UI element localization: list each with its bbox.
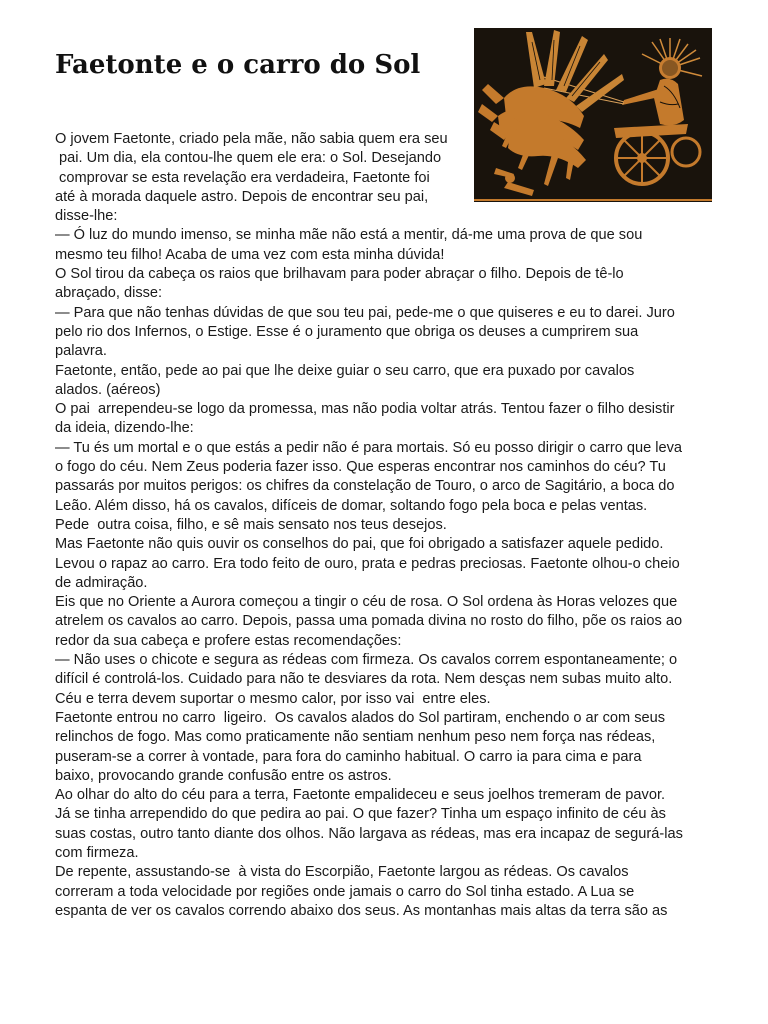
text-line: — Para que não tenhas dúvidas de que sou teu pai, pede-me o que quiseres e eu to darei. Juro (55, 304, 675, 321)
text-line: espanta de ver os cavalos correndo abaixo dos seus. As montanhas mais altas da terra são as (55, 902, 668, 919)
document-body (55, 130, 735, 921)
text-line: Céu e terra devem suportar o mesmo calor, por isso vai entre eles. (55, 690, 491, 707)
document-title: Faetonte e o carro do Sol (55, 50, 421, 80)
text-line: alados. (aéreos) (55, 381, 161, 398)
text-line: abraçado, disse: (55, 285, 163, 302)
text-line: da ideia, dizendo-lhe: (55, 420, 194, 437)
text-line: Mas Faetonte não quis ouvir os conselhos do pai, que foi obrigado a satisfazer aquele pedido. (55, 536, 664, 553)
text-line: o fogo do céu. Nem Zeus poderia fazer isso. Que esperas encontrar nos caminhos do céu? Tu (55, 459, 666, 476)
text-line: pai. Um dia, ela contou-lhe quem ele era: o Sol. Desejando (55, 150, 442, 167)
text-line: correram a toda velocidade por regiões onde jamais o carro do Sol tinha estado. A Lua se (55, 883, 635, 900)
text-line: difícil é controlá-los. Cuidado para não te desviares da rota. Nem desças nem subas muito alto. (55, 671, 673, 688)
text-line: baixo, provocando grande confusão entre os astros. (55, 767, 392, 784)
text-line: Ao olhar do alto do céu para a terra, Faetonte empalideceu e seus joelhos tremeram de pavor. (55, 787, 666, 804)
text-line: Faetonte entrou no carro ligeiro. Os cavalos alados do Sol partiram, enchendo o ar com seus (55, 709, 666, 726)
text-line: atrelem os cavalos ao carro. Depois, passa uma pomada divina no rosto do filho, põe os raios ao (55, 613, 683, 630)
text-line: Levou o rapaz ao carro. Era todo feito de ouro, prata e pedras preciosas. Faetonte olhou-o cheio (55, 555, 680, 572)
text-line: Pede outra coisa, filho, e sê mais sensato nos teus desejos. (55, 516, 447, 533)
text-line: Já se tinha arrependido do que pedira ao pai. O que fazer? Tinha um espaço infinito de céu às (55, 806, 666, 823)
text-line: — Ó luz do mundo imenso, se minha mãe não está a mentir, dá-me uma prova de que sou (55, 227, 643, 244)
text-line: palavra. (55, 343, 107, 360)
text-line: Eis que no Oriente a Aurora começou a tingir o céu de rosa. O Sol ordena às Horas velozes que (55, 594, 678, 611)
text-line: de admiração. (55, 574, 148, 591)
text-line: com firmeza. (55, 844, 139, 861)
text-line: disse-lhe: (55, 208, 118, 225)
text-line: O jovem Faetonte, criado pela mãe, não sabia quem era seu (55, 131, 448, 147)
text-line: — Não uses o chicote e segura as rédeas com firmeza. Os cavalos correm espontaneamente; o (55, 652, 678, 669)
text-line: suas costas, outro tanto diante dos olhos. Não largava as rédeas, mas era incapaz de segurá-las (55, 825, 683, 842)
text-line: comprovar se esta revelação era verdadeira, Faetonte foi (55, 169, 430, 186)
text-line: Faetonte, então, pede ao pai que lhe deixe guiar o seu carro, que era puxado por cavalos (55, 362, 635, 379)
text-line: O Sol tirou da cabeça os raios que brilhavam para poder abraçar o filho. Depois de tê-lo (55, 266, 624, 283)
text-line: redor da sua cabeça e profere estas recomendações: (55, 632, 402, 649)
text-line: relinchos de fogo. Mas como praticamente não sentiam nenhum peso nem força nas rédeas, (55, 729, 656, 746)
text-line: até à morada daquele astro. Depois de encontrar seu pai, (55, 188, 429, 205)
text-line: passarás por muitos perigos: os chifres da constelação de Touro, o arco de Sagitário, a boca do (55, 478, 675, 495)
text-line: — Tu és um mortal e o que estás a pedir não é para mortais. Só eu posso dirigir o carro que leva (55, 439, 683, 456)
text-line: mesmo teu filho! Acaba de uma vez com esta minha dúvida! (55, 246, 445, 263)
text-line: puseram-se a correr à vontade, para fora do caminho habitual. O carro ia para cima e para (55, 748, 642, 765)
text-line: Leão. Além disso, há os cavalos, difíceis de domar, soltando fogo pela boca e pelas ventas. (55, 497, 648, 514)
text-line: O pai arrependeu-se logo da promessa, mas não podia voltar atrás. Tentou fazer o filho desistir (55, 401, 675, 418)
text-line: pelo rio dos Infernos, o Estige. Esse é o juramento que obriga os deuses a cumprirem sua (55, 323, 639, 340)
text-line: De repente, assustando-se à vista do Escorpião, Faetonte largou as rédeas. Os cavalos (55, 864, 629, 881)
